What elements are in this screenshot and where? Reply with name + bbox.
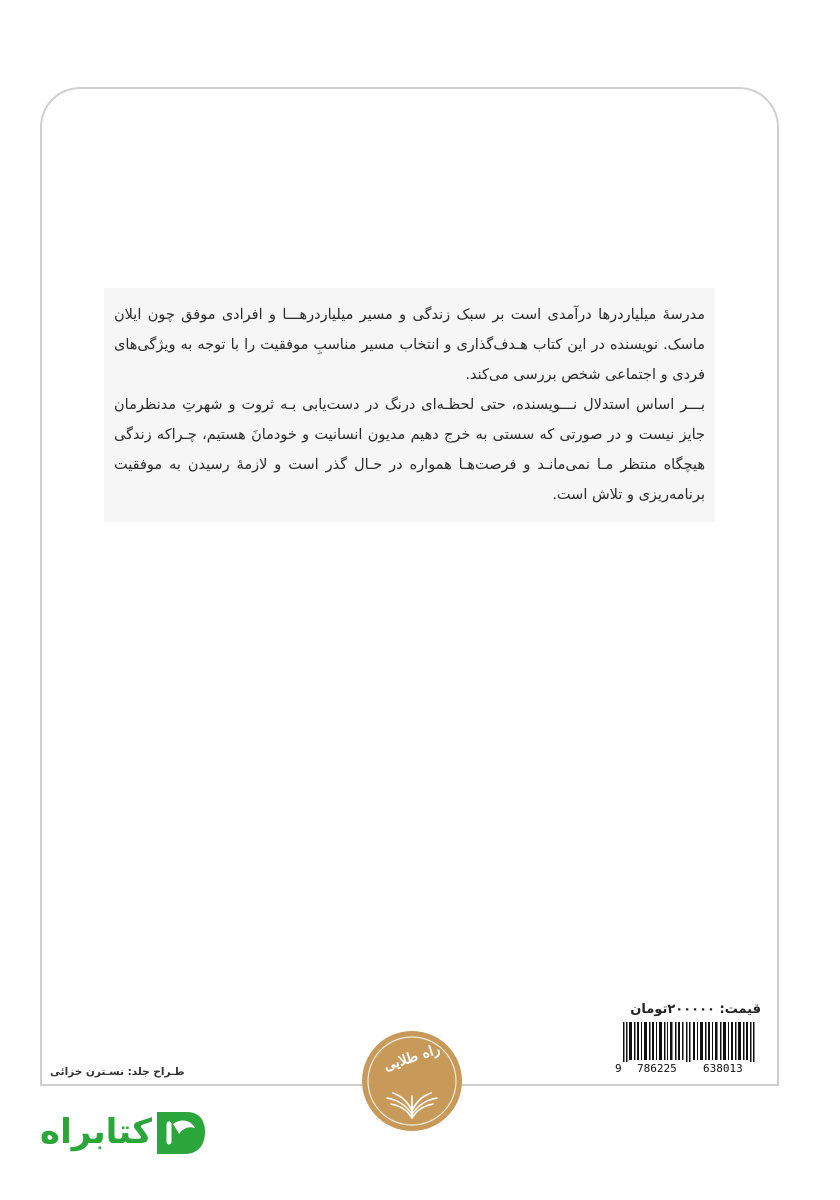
price-label: قیمت: ۲۰۰۰۰۰تومان <box>630 1002 761 1017</box>
blurb-paragraph-2: بـــر اساس استدلال نـــویسنده، حتی لحظـه‌ای درنگ در دست‌یابی بـه ثروت و شهرتِ مدنظرمان جایز نیست و در صورتی که سستی به خرج دهیم مدیون انسانیت و خودمانَ هستیم، چـراکه زندگی هیچگاه منتظر مـا نمی‌مانـد و فرصت‌هـا همواره در حـال گذر است و لازمهٔ رسیدن به موفقیت برنامه‌ریزی و تلاش است. <box>114 397 705 503</box>
isbn-digit-lead: 9 <box>615 1062 622 1075</box>
isbn-digits-right: 638013 <box>703 1062 743 1075</box>
blurb-box <box>104 288 715 522</box>
isbn-digits-left: 786225 <box>637 1062 677 1075</box>
barcode-bars <box>615 1022 762 1064</box>
cover-frame <box>40 87 779 1085</box>
store-wordmark: کتابراه <box>40 1112 153 1152</box>
publisher-name: راه طلایی <box>381 1041 443 1075</box>
blurb-paragraph-1: مدرسهٔ میلیاردرها درآمدی است بر سبک زندگی و مسیر میلیاردرهـــا و افرادی موفق چون ایلان ماسک. نویسنده در این کتاب هـدف‌گذاری و انتخاب مسیر مناسبِ موفقیت را با توجه به ویژگی‌های فردی و اجتماعی شخص بررسی می‌کند. <box>114 307 705 383</box>
isbn-digits <box>615 1062 762 1078</box>
cover-designer-credit: طـراح جلد: نسـترن خزائی <box>50 1066 185 1078</box>
book-leaf-icon <box>151 1102 209 1160</box>
blurb-text <box>114 300 705 510</box>
isbn-barcode <box>615 1022 762 1080</box>
